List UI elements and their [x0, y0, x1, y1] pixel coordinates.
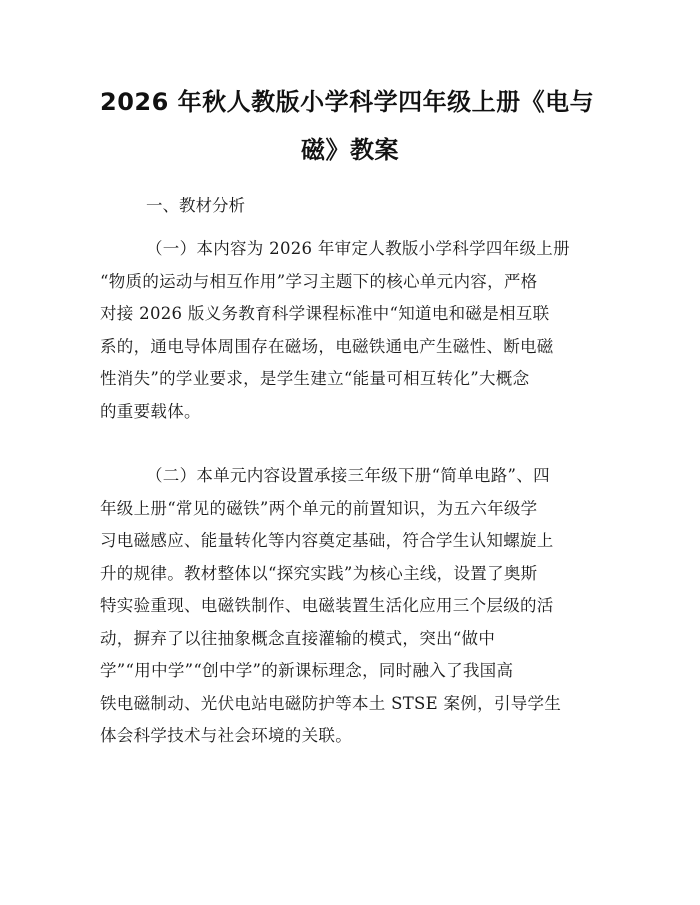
paragraph-line: 学”“用中学”“创中学”的新课标理念，同时融入了我国高	[100, 661, 514, 680]
paragraph-line: 系的，通电导体周围存在磁场，电磁铁通电产生磁性、断电磁	[100, 336, 554, 356]
title-line: 2026 年秋人教版小学科学四年级上册《电与	[100, 88, 595, 116]
paragraph-line: 升的规律。教材整体以“探究实践”为核心主线，设置了奥斯	[100, 563, 538, 583]
paragraph-line: 的重要载体。	[100, 401, 201, 421]
title-line: 磁》教案	[301, 136, 399, 164]
paragraph-line: 习电磁感应、能量转化等内容奠定基础，符合学生认知螺旋上	[100, 531, 554, 550]
paragraph-line: 性消失”的学业要求，是学生建立“能量可相互转化”大概念	[100, 369, 530, 388]
document-title	[100, 78, 600, 174]
section-heading: 一、教材分析	[146, 196, 245, 215]
paragraph-line: 年级上册“常见的磁铁”两个单元的前置知识，为五六年级学	[100, 498, 538, 518]
paragraph-line: 特实验重现、电磁铁制作、电磁装置生活化应用三个层级的活	[100, 596, 554, 615]
paragraph-line: 对接 2026 版义务教育科学课程标准中“知道电和磁是相互联	[100, 304, 550, 323]
paragraph-line: “物质的运动与相互作用”学习主题下的核心单元内容，严格	[100, 271, 538, 291]
paragraph-2	[100, 460, 600, 753]
paragraph-line: 动，摒弃了以往抽象概念直接灌输的模式，突出“做中	[100, 628, 496, 648]
paragraph-1	[100, 233, 600, 428]
paragraph-line: （一）本内容为 2026 年审定人教版小学科学四年级上册	[146, 239, 570, 258]
paragraph-line: 铁电磁制动、光伏电站电磁防护等本土 STSE 案例，引导学生	[100, 693, 562, 713]
paragraph-line: （二）本单元内容设置承接三年级下册“简单电路”、四	[146, 466, 550, 485]
paragraph-line: 体会科学技术与社会环境的关联。	[100, 726, 352, 745]
